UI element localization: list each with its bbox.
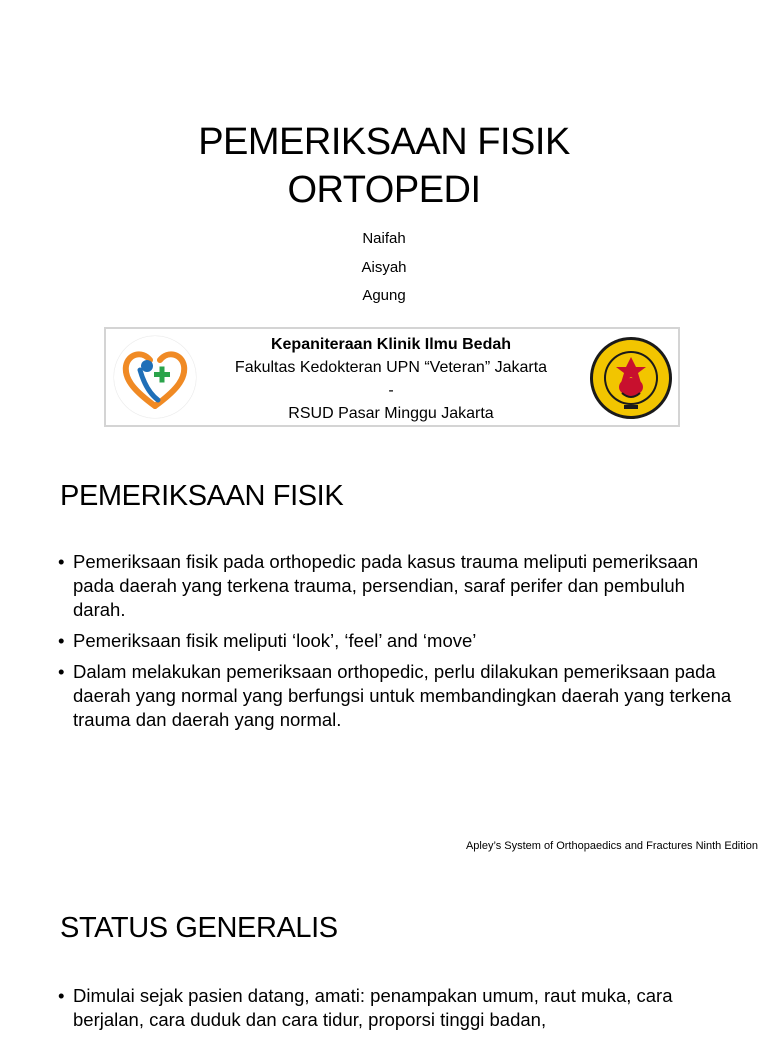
banner-text [204, 333, 578, 425]
bullet-item: • Pemeriksaan fisik meliputi ‘look’, ‘feel’ and ‘move’ [58, 629, 738, 653]
bullet-item: • Dimulai sejak pasien datang, amati: penampakan umum, raut muka, cara berjalan, cara duduk dan cara tidur, proporsi tinggi badan, [58, 984, 738, 1032]
banner-line-4: RSUD Pasar Minggu Jakarta [288, 405, 494, 422]
slide-title-line-1: PEMERIKSAAN FISIK [198, 121, 570, 163]
institution-banner [104, 327, 680, 427]
content-slide-pemeriksaan-fisik [0, 460, 768, 870]
slide-heading: STATUS GENERALIS [60, 912, 338, 944]
bullet-item: • Pemeriksaan fisik pada orthopedic pada kasus trauma meliputi pemeriksaan pada daerah yang terkena trauma, persendian, saraf perifer dan pembuluh darah. [58, 550, 738, 622]
slide-title-line-2: ORTOPEDI [287, 169, 481, 211]
bullet-list [58, 984, 738, 1039]
banner-line-1: Kepaniteraan Klinik Ilmu Bedah [270, 336, 512, 353]
author-name: Agung [362, 287, 406, 304]
slide-heading: PEMERIKSAAN FISIK [60, 480, 344, 512]
university-seal-logo [588, 335, 674, 421]
bullet-item: • Dalam melakukan pemeriksaan orthopedic, perlu dilakukan pemeriksaan pada daerah yang normal yang berfungsi untuk membandingkan daerah yang terkena trauma dan daerah yang normal. [58, 660, 738, 732]
content-slide-status-generalis [0, 900, 768, 1030]
banner-line-3: - [388, 382, 394, 399]
slide-title [0, 118, 768, 214]
title-slide [0, 0, 768, 460]
banner-line-2: Fakultas Kedokteran UPN “Veteran” Jakarta [234, 359, 548, 376]
author-name: Aisyah [361, 259, 407, 276]
heart-cross-logo [114, 336, 196, 418]
bullet-list [58, 550, 738, 739]
reference-citation: Apley’s System of Orthopaedics and Fractures Ninth Edition [465, 840, 758, 852]
author-name: Naifah [362, 230, 406, 247]
